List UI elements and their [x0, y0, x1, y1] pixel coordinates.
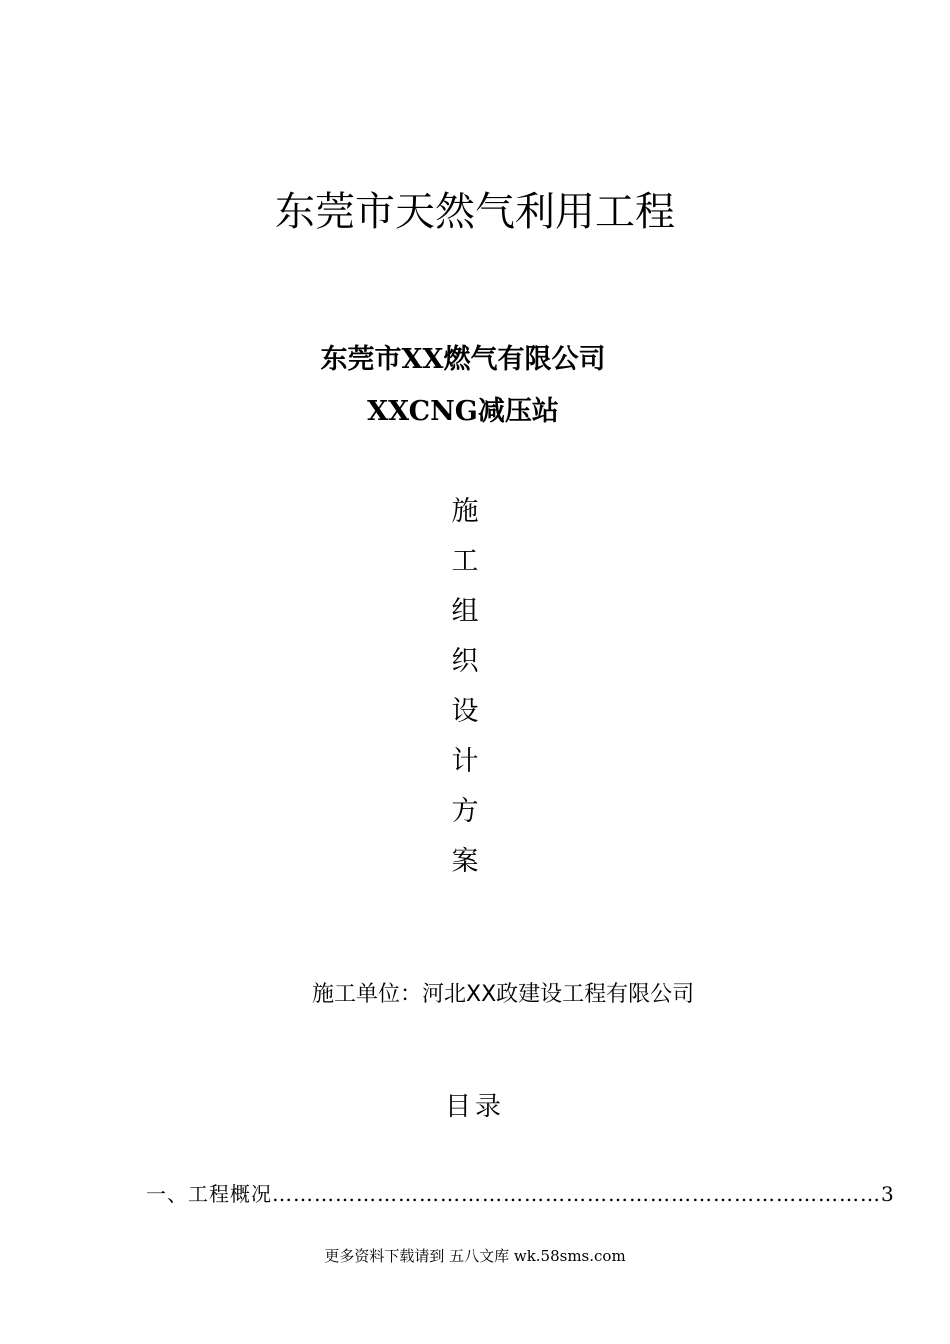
toc-entry-page: 3 — [881, 1182, 894, 1206]
vertical-title-char: 方 — [451, 796, 479, 827]
vertical-title-char: 施 — [451, 496, 479, 527]
company-name: 东莞市XX燃气有限公司 — [320, 344, 606, 375]
contractor-line: 施工单位：河北XX政建设工程有限公司 — [312, 982, 695, 1007]
toc-entry[interactable] — [146, 1178, 894, 1210]
vertical-title-char: 组 — [451, 596, 479, 627]
vertical-title-char: 工 — [451, 546, 479, 577]
vertical-plan-title — [445, 487, 485, 887]
toc-entry-label: 一、工程概况 — [146, 1182, 272, 1206]
vertical-title-char: 计 — [451, 746, 479, 777]
vertical-title-char: 织 — [451, 646, 479, 677]
document-title: 东莞市天然气利用工程 — [275, 189, 675, 235]
toc-heading: 目录 — [444, 1092, 505, 1122]
toc-entry-leader: …………………………………………………………………………… — [272, 1182, 881, 1206]
vertical-title-char: 案 — [451, 846, 479, 877]
footer-note: 更多资料下载请到 五八文库 wk.58sms.com — [324, 1247, 626, 1265]
vertical-title-char: 设 — [451, 696, 479, 727]
station-name: XXCNG减压站 — [367, 396, 559, 427]
